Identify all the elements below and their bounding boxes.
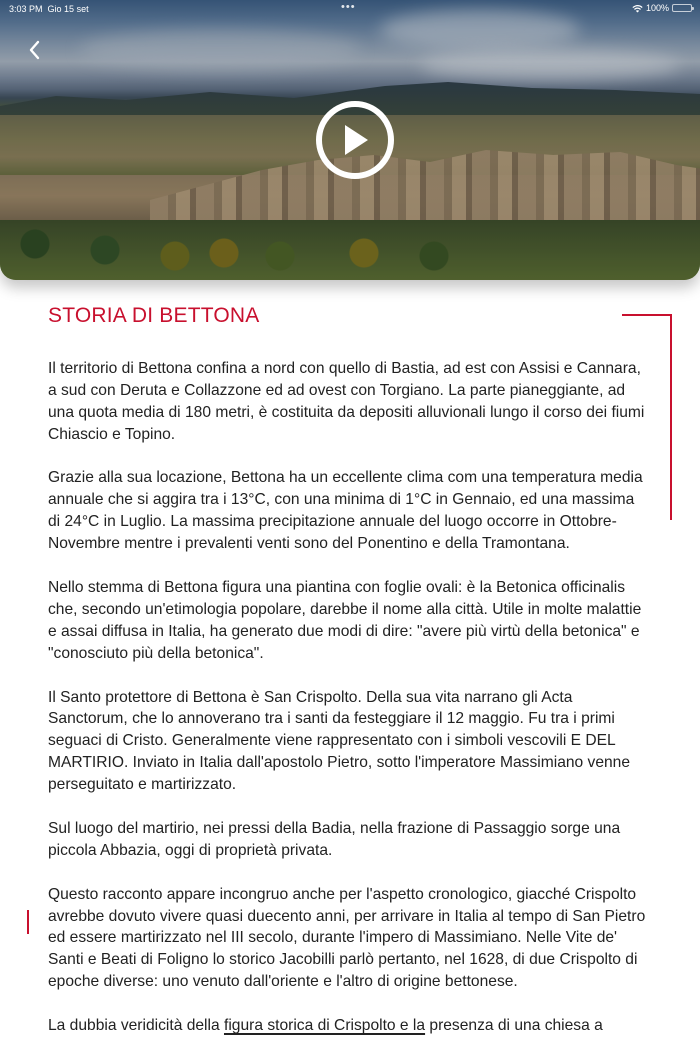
- battery-icon: [672, 4, 692, 12]
- article: [48, 302, 648, 1059]
- status-right: [632, 3, 692, 13]
- play-video-button[interactable]: [316, 101, 394, 179]
- paragraph-abbey: Sul luogo del martirio, nei pressi della Badia, nella frazione di Passaggio sorge una piccola Abbazia, oggi di proprietà privata.: [48, 819, 621, 859]
- paragraph-territory: Il territorio di Bettona confina a nord con quello di Bastia, ad est con Assisi e Cannara, a sud con Deruta e Collazzone ed ad ovest con Torgiano. La parte pianeggiante, ad una quota media di 180 metri, è costituita da depositi alluvionali lungo il corso dei fiumi Chiascio e Topino.: [48, 359, 645, 443]
- text-before: La dubbia veridicità della: [48, 1017, 224, 1035]
- underlined-text: figura storica di Crispolto e la: [223, 1017, 426, 1035]
- paragraph-patron-saint: Il Santo protettore di Bettona è San Crispolto. Della sua vita narrano gli Acta Sanctorum, che lo annoverano tra i santi da festeggiare il 12 maggio. Fu tra i primi seguaci di Cristo. Generalmente viene rappresentato con i simboli vescovili E DEL MARTIRIO. Inviato in Italia dall'apostolo Pietro, sotto l'imperatore Massimiano venne perseguitato e martirizzato.: [48, 688, 631, 794]
- paragraph-climate: Grazie alla sua locazione, Bettona ha un eccellente clima com una temperatura media annuale che si aggira tra i 13°C, con una minima di 1°C in Gennaio, ed una massima di 24°C in Luglio. La massima precipitazione annuale del luogo occorre in Ottobre-Novembre mentre i prevalenti venti sono del Ponentino e della Tramontana.: [48, 469, 643, 553]
- article-title: STORIA DI BETTONA: [48, 304, 260, 327]
- multitask-dots[interactable]: •••: [341, 1, 356, 13]
- back-button[interactable]: [22, 36, 46, 64]
- chevron-left-icon: [28, 40, 40, 60]
- text-after: presenza di una chiesa a: [425, 1017, 603, 1035]
- play-icon: [340, 123, 370, 157]
- status-time: [9, 4, 89, 14]
- paragraph-veracity: [48, 1015, 648, 1037]
- clock: 3:03 PM: [9, 4, 43, 14]
- status-bar: [0, 0, 700, 18]
- paragraph-chronology: Questo racconto appare incongruo anche per l'aspetto cronologico, giacché Crispolto avrebbe dovuto vivere quasi duecento anni, per arrivare in Italia al tempo di San Pietro ed essere martirizzato nel III secolo, durante l'impero di Massimiano. Nelle Vite de' Santi e Beati di Foligno lo storico Jacobilli parlò pertanto, nel 1628, di due Crispolto di epoche diverse: uno venuto dall'oriente e l'altro di origine bettonese.: [48, 885, 646, 991]
- article-body: [48, 336, 648, 1059]
- battery-percent: 100%: [645, 3, 669, 13]
- date: Gio 15 set: [47, 4, 89, 14]
- decorative-left-marker: [27, 910, 29, 934]
- paragraph-coat-of-arms: Nello stemma di Bettona figura una piantina con foglie ovali: è la Betonica officinalis che, secondo un'etimologia popolare, darebbe il nome alla città. Utile in molte malattie e assai diffusa in Italia, ha generato due modi di dire: "avere più virtù della betonica" e "conosciuto più della betonica".: [48, 578, 642, 662]
- wifi-icon: [632, 4, 643, 13]
